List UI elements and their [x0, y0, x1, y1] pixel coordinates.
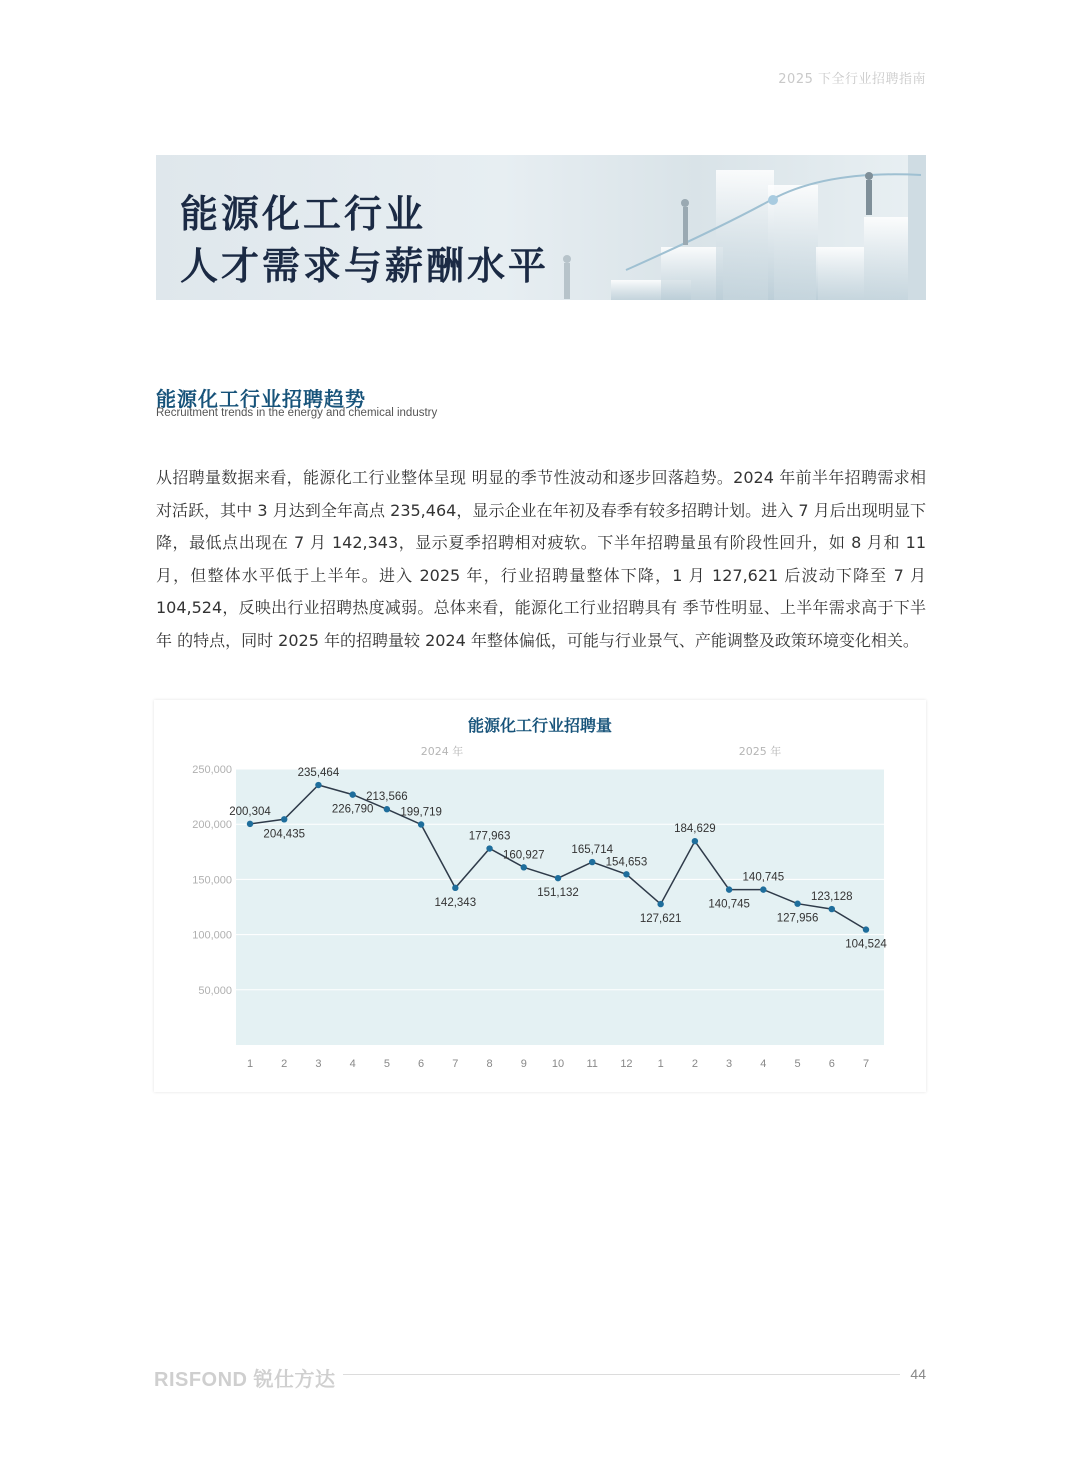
x-tick-label: 7: [862, 1058, 870, 1070]
data-label: 213,566: [366, 791, 408, 804]
x-tick-label: 11: [586, 1058, 598, 1070]
data-label: 177,963: [468, 830, 511, 843]
x-tick-label: 5: [794, 1058, 801, 1070]
x-tick-label: 2: [691, 1058, 698, 1070]
data-label: 151,132: [537, 887, 579, 900]
x-tick-label: 5: [383, 1058, 390, 1070]
recruitment-line-chart: [154, 700, 926, 1092]
data-label: 200,304: [229, 805, 271, 818]
banner-title-line2: 人才需求与薪酬水平: [180, 244, 550, 288]
data-label: 127,621: [639, 913, 682, 926]
y-tick-label: 250,000: [192, 764, 232, 776]
y-tick-label: 200,000: [192, 819, 232, 832]
x-tick-label: 8: [486, 1058, 493, 1070]
x-tick-label: 4: [760, 1058, 767, 1070]
data-label: 199,719: [400, 806, 442, 819]
data-point: [589, 859, 595, 865]
data-point: [384, 806, 390, 812]
y-tick-label: 50,000: [198, 984, 232, 997]
brand-logo: RISFOND 锐仕方达: [154, 1369, 336, 1391]
data-label: 184,629: [674, 823, 716, 836]
data-label: 142,343: [434, 896, 477, 909]
page-number: 44: [910, 1366, 926, 1382]
data-label: 123,128: [810, 891, 853, 904]
x-tick-label: 1: [246, 1058, 254, 1070]
data-point: [281, 816, 287, 822]
section-title: 能源化工行业招聘趋势: [156, 387, 366, 411]
data-point: [760, 886, 766, 892]
data-label: 235,464: [297, 767, 340, 780]
x-tick-label: 3: [315, 1058, 322, 1070]
data-point: [863, 926, 869, 932]
title-banner: [156, 155, 926, 300]
chart-title: 能源化工行业招聘量: [467, 716, 613, 735]
data-label: 104,524: [845, 938, 887, 951]
data-label: 140,745: [742, 871, 785, 884]
data-point: [726, 886, 732, 892]
data-point: [315, 782, 321, 788]
section-subtitle: Recruitment trends in the energy and chemical industry: [156, 407, 438, 419]
data-point: [692, 838, 698, 844]
y-tick-label: 100,000: [192, 929, 232, 942]
x-tick-label: 4: [349, 1058, 356, 1070]
data-point: [349, 791, 355, 797]
x-tick-label: 6: [828, 1058, 835, 1070]
body-paragraph: 从招聘量数据来看，能源化工行业整体呈现 明显的季节性波动和逐步回落趋势。2024 年前半年招聘需求相对活跃，其中 3 月达到全年高点 235,464，显示企业在年初及春季有较多招聘计划。进入 7 月后出现明显下降，最低点出现在 7 月 142,343，显示夏季招聘相对疲软。下半年招聘量虽有阶段性回升，如 8 月和 11 月，但整体水平低于上半年。进入 2025 年，行业招聘量整体下降，1 月 127,621 后波动下降至 7 月 104,524，反映出行业招聘热度减弱。总体来看，能源化工行业招聘具有 季节性明显、上半年需求高于下半年 的特点，同时 2025 年的招聘量较 2024 年整体偏低，可能与行业景气、产能调整及政策环境变化相关。: [156, 468, 926, 650]
x-tick-label: 9: [520, 1058, 527, 1070]
data-point: [418, 821, 424, 827]
x-tick-label: 7: [452, 1058, 459, 1070]
x-tick-label: 10: [551, 1058, 565, 1070]
x-tick-label: 2: [281, 1058, 288, 1070]
running-header: 2025 下全行业招聘指南: [778, 72, 926, 87]
footer-divider: [343, 1374, 900, 1375]
banner-title-line1: 能源化工行业: [180, 192, 427, 236]
data-point: [521, 864, 527, 870]
data-point: [657, 901, 663, 907]
line-chart-card: [154, 700, 926, 1092]
data-label: 226,790: [331, 803, 374, 816]
data-point: [486, 845, 492, 851]
data-label: 140,745: [708, 898, 750, 911]
data-label: 127,956: [776, 912, 819, 925]
data-label: 165,714: [571, 844, 614, 857]
x-tick-label: 6: [418, 1058, 425, 1070]
data-point: [555, 875, 561, 881]
data-point: [247, 821, 253, 827]
data-label: 160,927: [502, 849, 545, 862]
data-point: [452, 885, 458, 891]
data-point: [829, 906, 835, 912]
y-tick-label: 150,000: [192, 874, 232, 887]
data-label: 204,435: [263, 828, 306, 841]
group-label: 2025 年: [738, 745, 782, 758]
data-point: [794, 901, 800, 907]
data-point: [623, 871, 629, 877]
x-tick-label: 12: [620, 1058, 633, 1070]
x-tick-label: 3: [726, 1058, 733, 1070]
data-label: 154,653: [605, 856, 648, 869]
x-tick-label: 1: [657, 1058, 664, 1070]
group-label: 2024 年: [420, 745, 464, 758]
